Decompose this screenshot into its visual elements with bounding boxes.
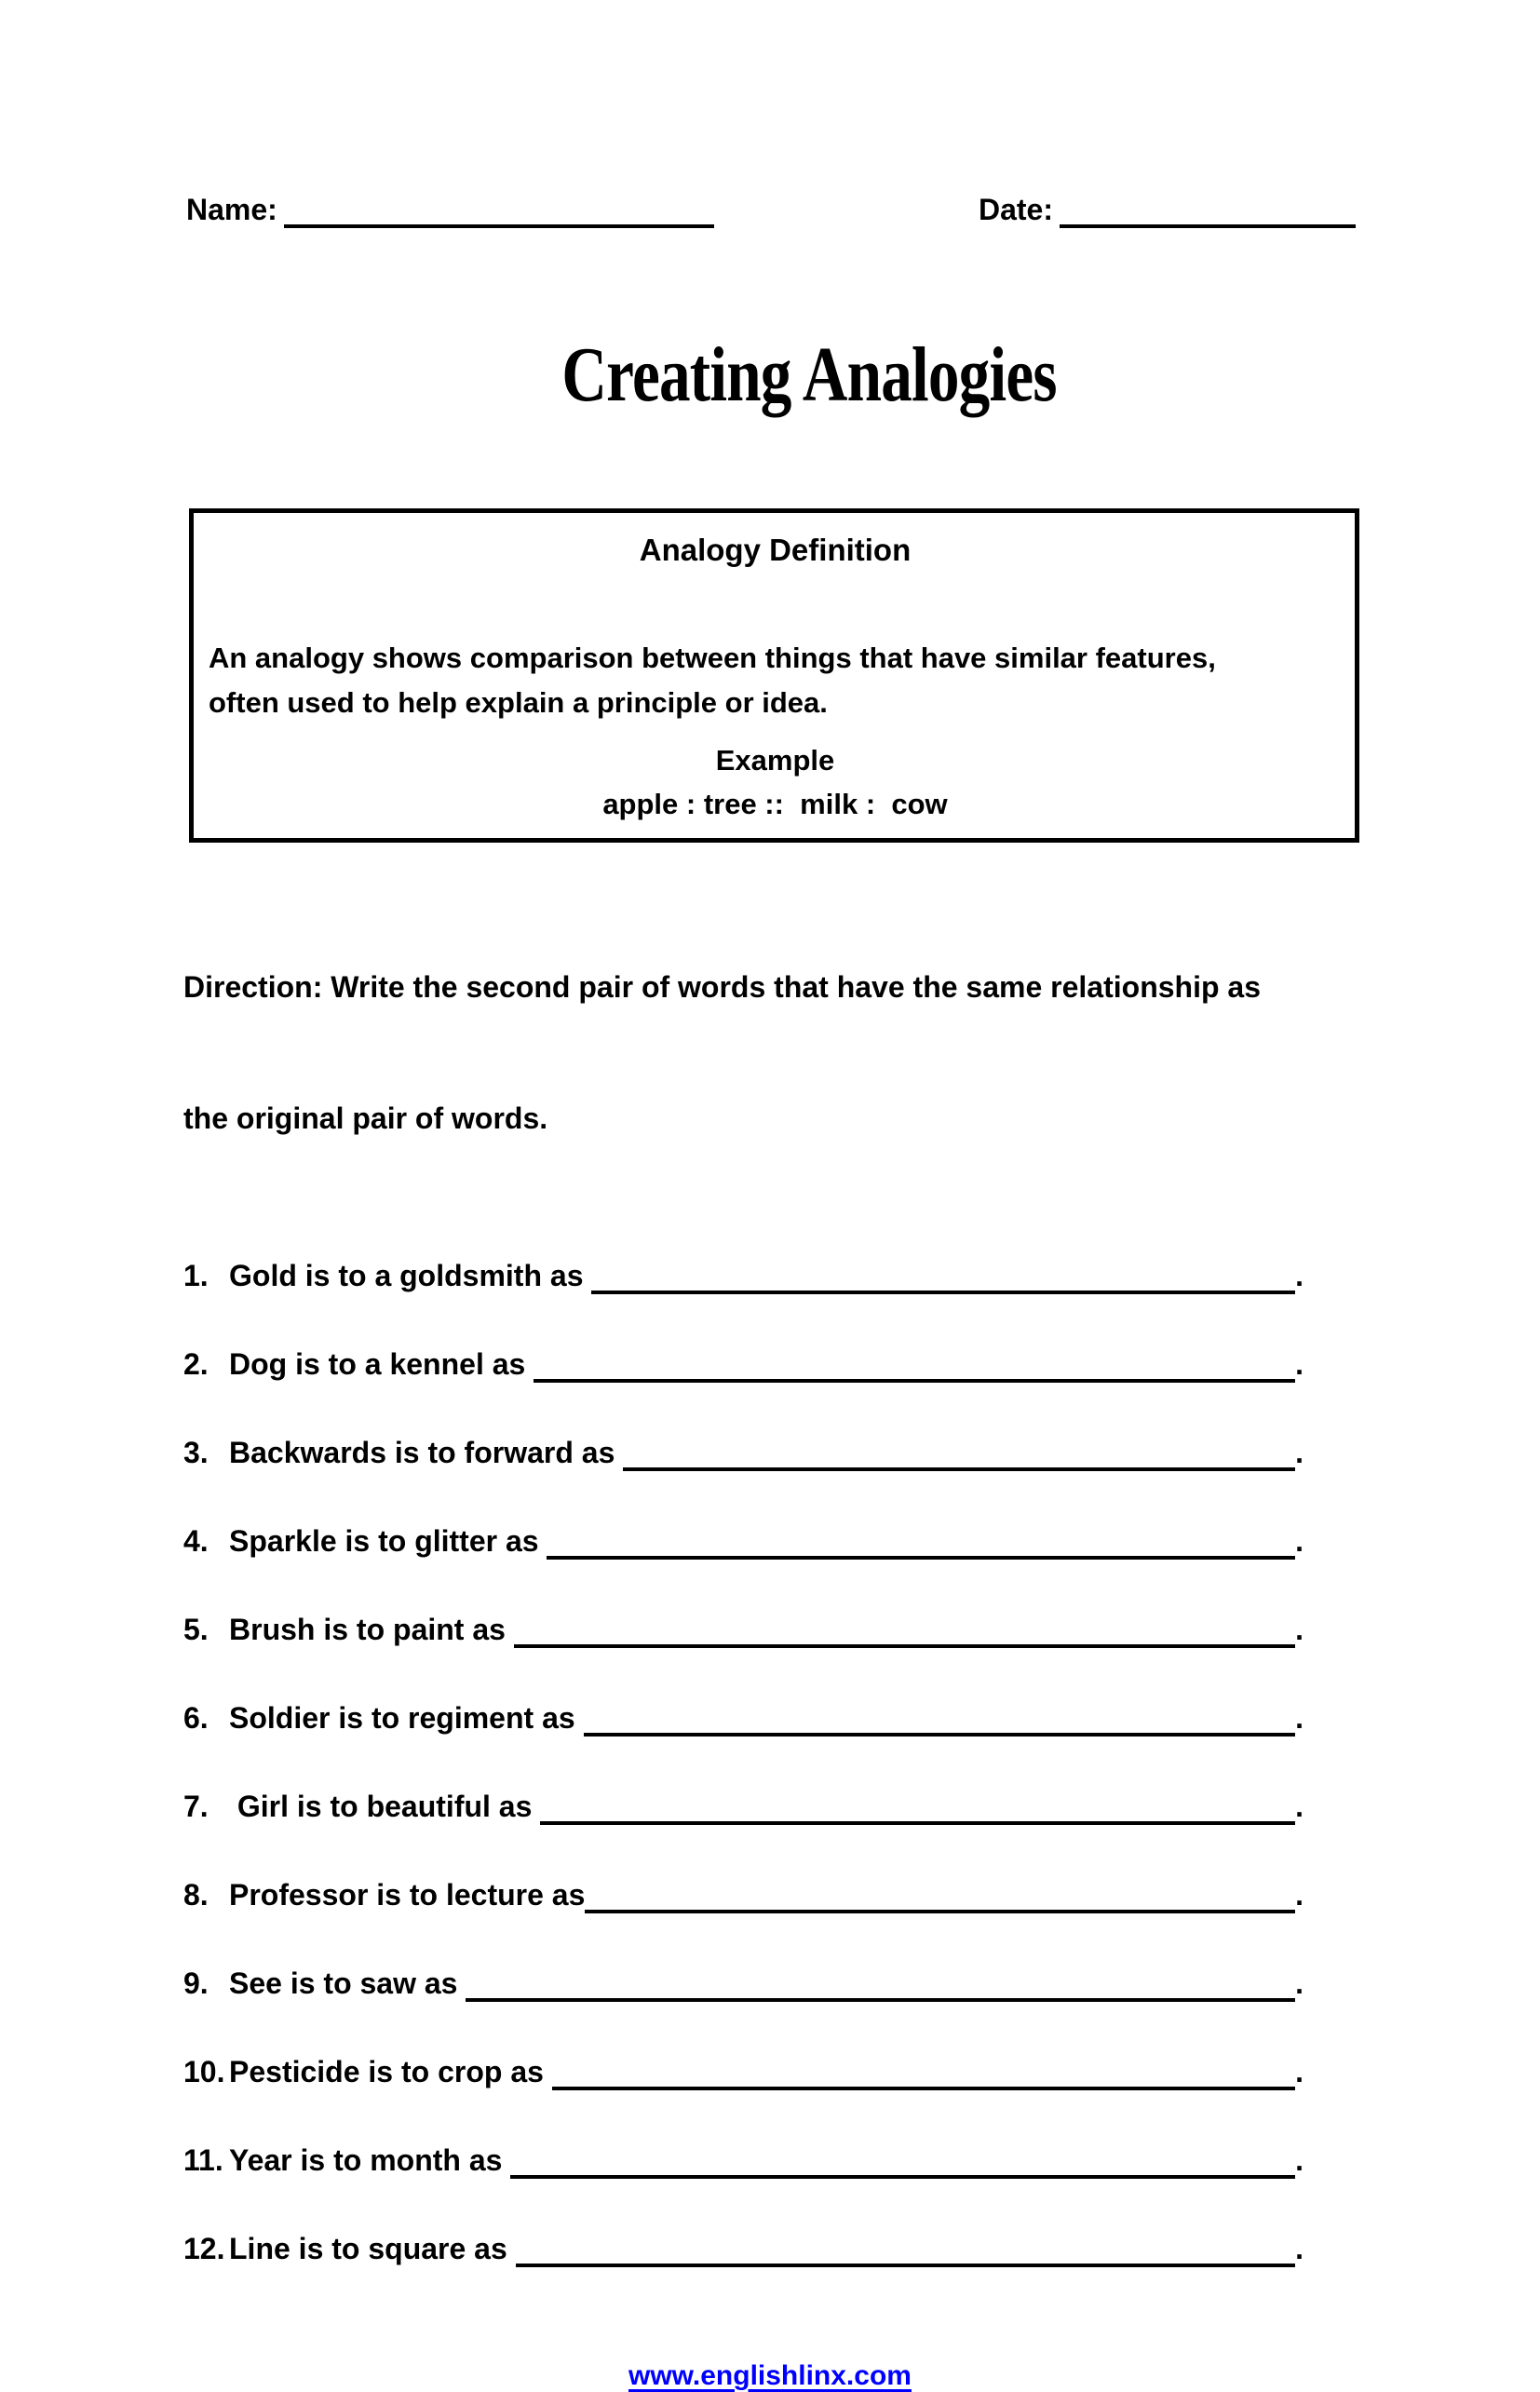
question-period: . [1295, 1436, 1304, 1469]
question-row [183, 1699, 1304, 1737]
question-row [183, 1434, 1304, 1471]
answer-blank-line [584, 1699, 1296, 1737]
date-blank-line [1060, 193, 1356, 228]
footer-link[interactable]: www.englishlinx.com [628, 2360, 912, 2391]
question-text: Line is to square as [229, 2232, 516, 2265]
question-text: Gold is to a goldsmith as [229, 1259, 592, 1292]
question-number: 2. [183, 1347, 209, 1381]
question-period: . [1295, 1790, 1304, 1823]
question-row [183, 2230, 1304, 2267]
question-number: 4. [183, 1524, 209, 1558]
question-period: . [1295, 2055, 1304, 2088]
question-number: 5. [183, 1613, 209, 1646]
answer-blank-line [540, 1788, 1295, 1825]
direction-text [183, 878, 1354, 1228]
question-row [183, 1522, 1304, 1560]
direction-line1: Direction: Write the second pair of words that have the same relationship as [183, 970, 1261, 1004]
question-text: Dog is to a kennel as [229, 1347, 534, 1381]
question-row [183, 1788, 1304, 1825]
question-row [183, 1345, 1304, 1383]
direction-line2: the original pair of words. [183, 1101, 548, 1135]
question-text: Pesticide is to crop as [229, 2055, 552, 2088]
footer [0, 2360, 1540, 2392]
question-period: . [1295, 1966, 1304, 2000]
answer-blank-line [510, 2142, 1295, 2179]
question-number: 11. [183, 2143, 223, 2177]
question-row [183, 1257, 1304, 1294]
questions [183, 1257, 1304, 2267]
question-text: Year is to month as [229, 2143, 511, 2177]
answer-blank-line [534, 1345, 1295, 1383]
definition-box [189, 508, 1359, 843]
date-field [979, 191, 1356, 228]
name-blank-line [284, 193, 714, 228]
answer-blank-line [623, 1434, 1295, 1471]
definition-body-line1: An analogy shows comparison between things that have similar features, [209, 642, 1216, 674]
page-title-text: Creating Analogies [561, 331, 1057, 418]
question-text: Brush is to paint as [229, 1613, 514, 1646]
question-period: . [1295, 2143, 1304, 2177]
question-period: . [1295, 2232, 1304, 2265]
answer-blank-line [585, 1876, 1295, 1913]
question-row [183, 2142, 1304, 2179]
name-label: Name: [186, 193, 277, 226]
answer-blank-line [591, 1257, 1295, 1294]
question-row [183, 1965, 1304, 2002]
question-period: . [1295, 1878, 1304, 1912]
question-number: 3. [183, 1436, 209, 1469]
answer-blank-line [547, 1522, 1295, 1560]
question-number: 9. [183, 1966, 209, 2000]
question-text: Professor is to lecture as [229, 1878, 586, 1912]
question-text: Girl is to beautiful as [229, 1790, 541, 1823]
header-row [0, 0, 1540, 228]
page-title [0, 258, 1540, 493]
question-number: 8. [183, 1878, 209, 1912]
answer-blank-line [516, 2230, 1295, 2267]
question-period: . [1295, 1524, 1304, 1558]
question-text: Soldier is to regiment as [229, 1701, 584, 1735]
question-number: 7. [183, 1790, 209, 1823]
answer-blank-line [466, 1965, 1295, 2002]
question-number: 6. [183, 1701, 209, 1735]
question-period: . [1295, 1613, 1304, 1646]
question-number: 10. [183, 2055, 225, 2088]
question-period: . [1295, 1259, 1304, 1292]
question-period: . [1295, 1701, 1304, 1735]
answer-blank-line [514, 1611, 1295, 1648]
definition-heading: Analogy Definition [639, 533, 912, 567]
question-text: Backwards is to forward as [229, 1436, 624, 1469]
question-row [183, 1876, 1304, 1913]
question-row [183, 2053, 1304, 2090]
answer-blank-line [552, 2053, 1295, 2090]
question-row [183, 1611, 1304, 1648]
question-text: See is to saw as [229, 1966, 466, 2000]
name-field [186, 191, 714, 228]
date-label: Date: [978, 193, 1053, 226]
definition-body-line2: often used to help explain a principle or idea. [209, 686, 828, 719]
question-text: Sparkle is to glitter as [229, 1524, 547, 1558]
question-number: 12. [183, 2232, 225, 2265]
question-number: 1. [183, 1259, 209, 1292]
example-text: apple : tree :: milk : cow [602, 788, 948, 820]
example-label: Example [715, 744, 835, 777]
question-period: . [1295, 1347, 1304, 1381]
